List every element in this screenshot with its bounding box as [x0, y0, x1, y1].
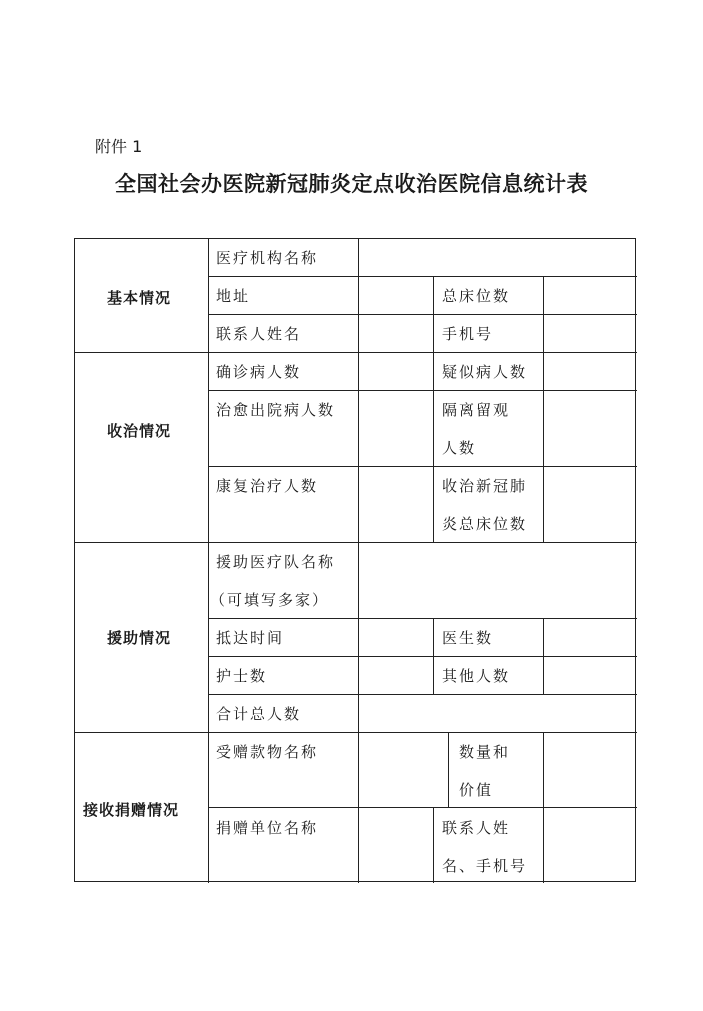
label-isolation-line1: 隔离留观: [442, 401, 511, 419]
label-total-beds: 总床位数: [442, 287, 511, 305]
row-divider: [208, 807, 637, 808]
row-divider: [208, 694, 637, 695]
row-divider: [208, 390, 637, 391]
row-divider: [208, 466, 637, 467]
label-donation-item: 受赠款物名称: [216, 743, 319, 761]
column-divider: [543, 618, 544, 694]
section-basic: 基本情况: [107, 289, 172, 307]
row-divider: [208, 618, 637, 619]
section-divider: [75, 732, 637, 733]
label-donor-unit: 捐赠单位名称: [216, 819, 319, 837]
label-arrival-time: 抵达时间: [216, 629, 285, 647]
column-divider: [543, 276, 544, 352]
label-covid-beds-line2: 炎总床位数: [442, 515, 528, 533]
column-divider: [543, 352, 544, 542]
label-isolation-line2: 人数: [442, 439, 477, 457]
label-cured-discharged: 治愈出院病人数: [216, 401, 336, 419]
column-divider: [433, 618, 434, 694]
column-divider: [433, 276, 434, 352]
row-divider: [208, 656, 637, 657]
label-others: 其他人数: [442, 667, 511, 685]
column-divider: [543, 732, 544, 883]
row-divider: [208, 314, 637, 315]
label-aid-team-line1: 援助医疗队名称: [216, 553, 336, 571]
label-quantity-line1: 数量和: [459, 743, 511, 761]
label-confirmed: 确诊病人数: [216, 363, 302, 381]
label-address: 地址: [216, 287, 251, 305]
section-divider: [75, 542, 637, 543]
attachment-label: 附件 1: [95, 137, 143, 156]
label-donor-contact-line2: 名、手机号: [442, 857, 528, 875]
label-contact-name: 联系人姓名: [216, 325, 302, 343]
row-divider: [208, 276, 637, 277]
page-title: 全国社会办医院新冠肺炎定点收治医院信息统计表: [115, 172, 588, 196]
section-treatment: 收治情况: [107, 422, 172, 440]
column-divider: [208, 239, 209, 883]
label-covid-beds-line1: 收治新冠肺: [442, 477, 528, 495]
label-institution-name: 医疗机构名称: [216, 249, 319, 267]
label-donor-contact-line1: 联系人姓: [442, 819, 511, 837]
column-divider: [358, 239, 359, 883]
section-divider: [75, 352, 637, 353]
label-mobile: 手机号: [442, 325, 494, 343]
column-divider: [448, 732, 449, 807]
label-suspected: 疑似病人数: [442, 363, 528, 381]
label-quantity-line2: 价值: [459, 781, 494, 799]
label-doctors: 医生数: [442, 629, 494, 647]
statistics-form-table: [74, 238, 636, 882]
section-aid: 援助情况: [107, 629, 172, 647]
column-divider: [433, 352, 434, 542]
section-donation: 接收捐赠情况: [83, 801, 180, 819]
column-divider: [433, 807, 434, 883]
label-rehab: 康复治疗人数: [216, 477, 319, 495]
label-nurses: 护士数: [216, 667, 268, 685]
label-total-people: 合计总人数: [216, 705, 302, 723]
label-aid-team-line2: （可填写多家）: [210, 591, 330, 609]
